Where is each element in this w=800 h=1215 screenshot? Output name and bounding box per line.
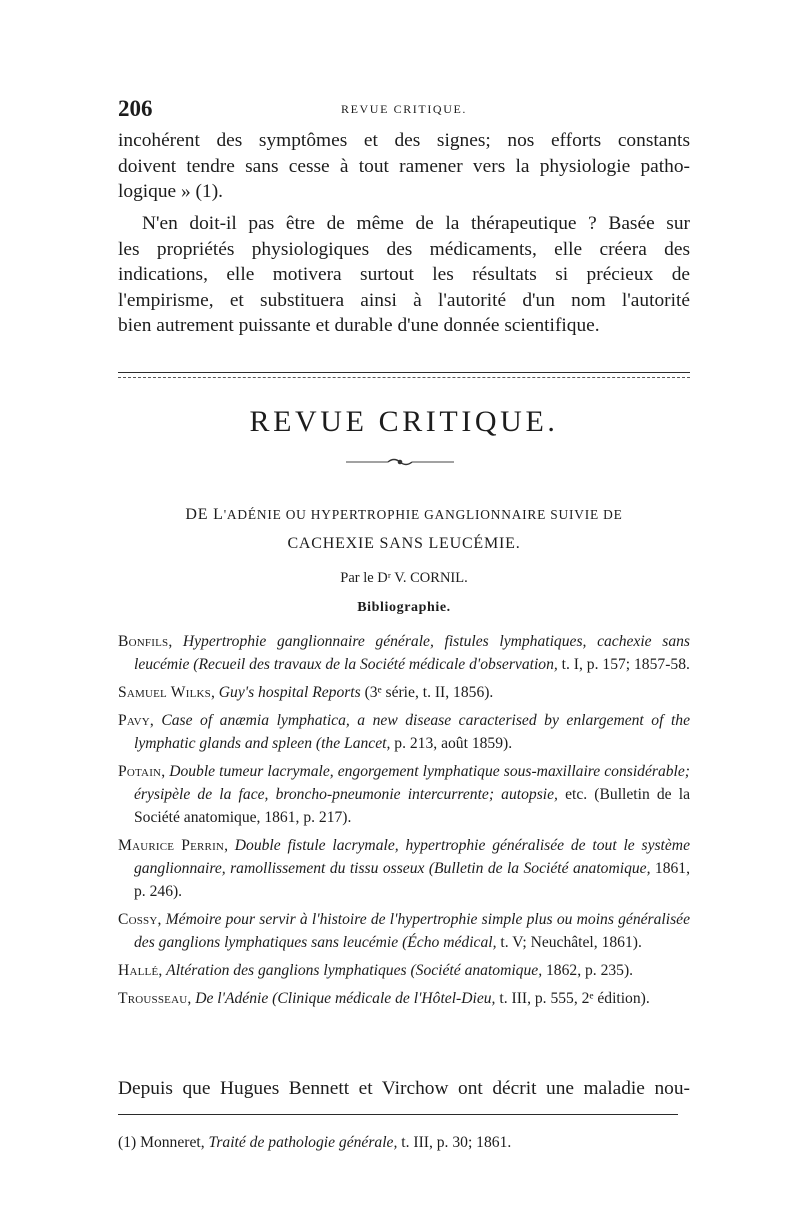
bibliography-entry	[118, 681, 690, 704]
entry-work: Double tumeur lacrymale, engorgement lymphatique sous-maxillaire considérable; érysipèle de la face, broncho-pneumonie intercurrente; autopsie,	[134, 763, 691, 803]
page-number: 206	[118, 96, 153, 121]
entry-author: Samuel Wilks	[118, 684, 211, 701]
footnote	[118, 1134, 690, 1152]
entry-details: 1861, p. 246).	[134, 860, 690, 900]
bibliography-entry	[118, 908, 690, 954]
entry-separator: ,	[161, 763, 170, 780]
entry-separator: ,	[149, 712, 162, 729]
article-title-line-2: CACHEXIE SANS LEUCÉMIE.	[287, 535, 521, 552]
entry-details: t. V; Neuchâtel, 1861).	[496, 934, 642, 951]
text-line: bien autrement puissante et durable d'une donnée scientifique.	[118, 315, 600, 336]
entry-author: Maurice Perrin	[118, 837, 225, 854]
entry-separator: ,	[168, 633, 183, 650]
entry-author: Cossy	[118, 911, 158, 928]
footnote-author: Monneret	[140, 1134, 201, 1151]
entry-author: Potain	[118, 763, 162, 780]
entry-details: etc. (Bulletin de la Société anatomique, 1861, p. 217).	[134, 786, 690, 826]
entry-work: Double fistule lacrymale, hypertrophie généralisée de tout le système ganglionnaire, ramollissement du tissu osseux (Bulletin de la Société anatomique,	[134, 837, 690, 877]
bibliography-entry	[118, 959, 690, 982]
entry-separator: ,	[157, 911, 166, 928]
entry-author: Hallé	[118, 962, 159, 979]
footnote-work: Traité de pathologie générale,	[208, 1134, 398, 1151]
body-text-line: Depuis que Hugues Bennett et Virchow ont décrit une maladie nou-	[118, 1078, 690, 1099]
text-line: l'empirisme, et substituera ainsi à l'autorité d'un nom l'autorité	[118, 289, 690, 311]
article-title-part-b: 'ADÉNIE OU HYPERTROPHIE GANGLIONNAIRE SUIVIE DE	[223, 507, 623, 522]
bibliography-entry	[118, 760, 690, 829]
bibliography-list	[118, 630, 690, 1015]
entry-author: Trousseau	[118, 990, 188, 1007]
bibliography-heading: Bibliographie.	[357, 600, 451, 615]
footnote-separator: ,	[200, 1134, 209, 1151]
intro-paragraph-1	[118, 128, 690, 205]
entry-details: t. I, p. 157; 1857-58.	[557, 656, 690, 673]
running-title: REVUE CRITIQUE.	[341, 102, 467, 116]
entry-separator: ,	[158, 962, 167, 979]
text-line: les propriétés physiologiques des médicaments, elle créera des	[118, 238, 690, 260]
entry-work: Altération des ganglions lymphatiques (Société anatomique,	[166, 962, 543, 979]
text-line: doivent tendre sans cesse à tout ramener vers la physiologie patho-	[118, 155, 690, 177]
entry-work: De l'Adénie (Clinique médicale de l'Hôtel-Dieu,	[195, 990, 496, 1007]
text-line: logique » (1).	[118, 181, 224, 202]
article-title-line-1	[118, 506, 690, 524]
running-head	[118, 96, 690, 126]
bibliography-entry	[118, 709, 690, 755]
entry-details: (3ᵉ série, t. II, 1856).	[360, 684, 494, 701]
entry-author: Bonfils	[118, 633, 169, 650]
bibliography-entry	[118, 630, 690, 676]
section-title: REVUE CRITIQUE.	[249, 405, 559, 438]
text-line: incohérent des symptômes et des signes; nos efforts constants	[118, 130, 690, 151]
entry-work: Guy's hospital Reports	[218, 684, 361, 701]
bibliography-entry	[118, 834, 690, 903]
entry-separator: ,	[187, 990, 196, 1007]
section-rule-secondary	[118, 377, 690, 378]
entry-author: Pavy	[118, 712, 150, 729]
footnote-details: t. III, p. 30; 1861.	[397, 1134, 512, 1151]
entry-work: Case of anæmia lymphatica, a new disease caracterised by enlargement of the lymphatic glands and spleen (the Lancet,	[134, 712, 690, 752]
entry-separator: ,	[210, 684, 219, 701]
entry-work: Hypertrophie ganglionnaire générale, fistules lymphatiques, cachexie sans leucémie (Recueil des travaux de la Société médicale d'observation,	[134, 633, 690, 673]
author-byline: Par le Dʳ V. CORNIL.	[340, 570, 468, 586]
entry-details: p. 213, août 1859).	[390, 735, 513, 752]
ornament-divider	[344, 456, 456, 468]
section-rule	[118, 372, 690, 373]
entry-details: 1862, p. 235).	[542, 962, 634, 979]
text-line: indications, elle motivera surtout les résultats si précieux de	[118, 264, 690, 285]
entry-separator: ,	[224, 837, 235, 854]
bibliography-entry	[118, 987, 690, 1010]
text-line: N'en doit-il pas être de même de la thérapeutique ? Basée sur	[142, 213, 690, 234]
footnote-rule	[118, 1114, 678, 1115]
footnote-mark: (1)	[118, 1134, 141, 1151]
article-title-part-a: DE L	[185, 506, 224, 523]
entry-work: Mémoire pour servir à l'histoire de l'hypertrophie simple plus ou moins généralisée des ganglions lymphatiques sans leucémie (Écho médical,	[134, 911, 690, 951]
entry-details: t. III, p. 555, 2ᵉ édition).	[495, 990, 650, 1007]
intro-paragraph-2	[118, 211, 690, 339]
